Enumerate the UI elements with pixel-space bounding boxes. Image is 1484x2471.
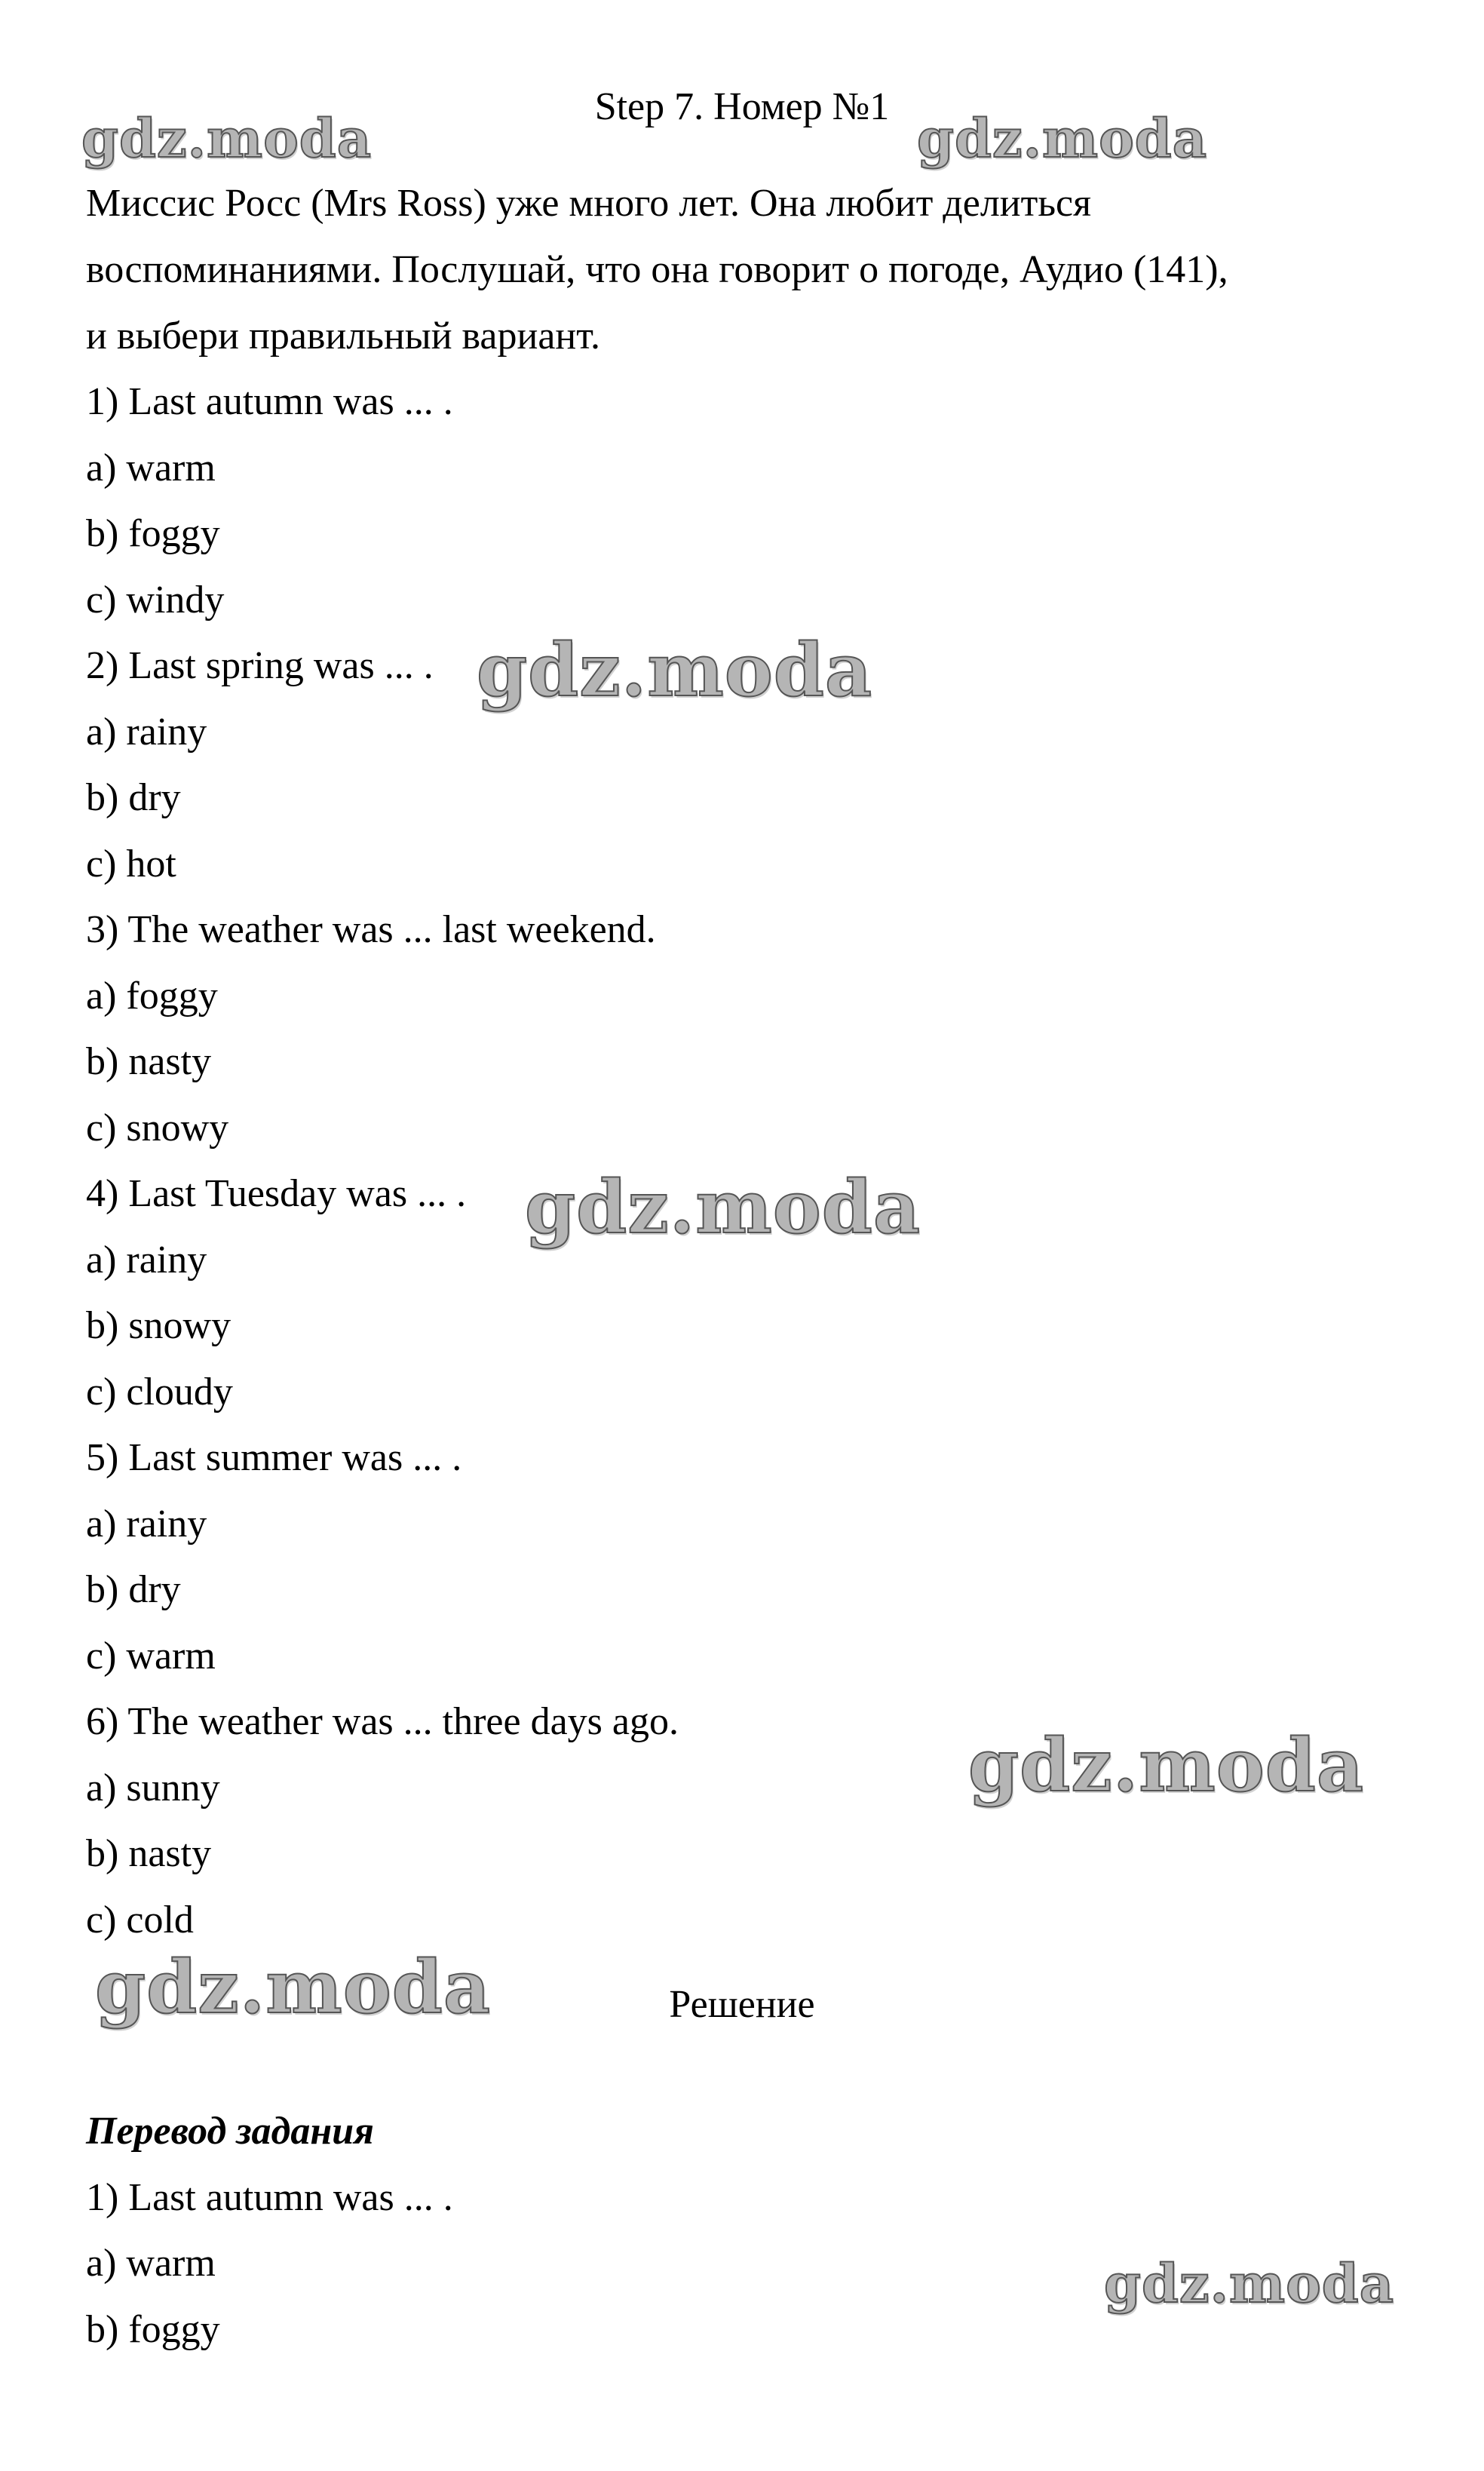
watermark-logo: gdz.moda (1104, 2252, 1395, 2315)
translation-option-a: a) warm (86, 2242, 216, 2285)
option-4b: b) snowy (86, 1304, 231, 1347)
option-2b: b) dry (86, 776, 181, 819)
option-2a: a) rainy (86, 711, 207, 754)
option-5c: c) warm (86, 1635, 216, 1678)
option-3a: a) foggy (86, 975, 218, 1018)
intro-line-1: Миссис Росс (Mrs Ross) уже много лет. Она любит делиться (86, 182, 1092, 225)
option-6a: a) sunny (86, 1767, 220, 1810)
question-1: 1) Last autumn was ... . (86, 380, 453, 423)
watermark-logo: gdz.moda (81, 107, 373, 170)
watermark-logo: gdz.moda (968, 1723, 1365, 1808)
translation-heading: Перевод задания (86, 2110, 374, 2153)
solution-label: Решение (669, 1983, 815, 2026)
option-3b: b) nasty (86, 1040, 212, 1083)
question-5: 5) Last summer was ... . (86, 1436, 462, 1479)
option-4c: c) cloudy (86, 1371, 233, 1414)
question-2: 2) Last spring was ... . (86, 644, 434, 687)
watermark-logo: gdz.moda (477, 628, 873, 713)
option-5b: b) dry (86, 1568, 181, 1611)
watermark-logo: gdz.moda (525, 1165, 921, 1250)
question-3: 3) The weather was ... last weekend. (86, 908, 656, 951)
option-5a: a) rainy (86, 1503, 207, 1546)
translation-question-1: 1) Last autumn was ... . (86, 2176, 453, 2219)
option-6c: c) cold (86, 1899, 194, 1942)
option-6b: b) nasty (86, 1832, 212, 1875)
option-4a: a) rainy (86, 1239, 207, 1282)
watermark-logo: gdz.moda (917, 107, 1208, 170)
intro-line-3: и выбери правильный вариант. (86, 315, 601, 358)
watermark-logo: gdz.moda (95, 1945, 492, 2030)
option-1a: a) warm (86, 447, 216, 490)
option-2c: c) hot (86, 843, 176, 886)
question-6: 6) The weather was ... three days ago. (86, 1700, 679, 1743)
option-1b: b) foggy (86, 512, 220, 555)
option-1c: c) windy (86, 579, 225, 622)
translation-option-b: b) foggy (86, 2308, 220, 2351)
intro-line-2: воспоминаниями. Послушай, что она говорит о погоде, Аудио (141), (86, 248, 1228, 291)
option-3c: c) snowy (86, 1107, 229, 1150)
question-4: 4) Last Tuesday was ... . (86, 1172, 467, 1215)
page-title: Step 7. Номер №1 (594, 85, 890, 128)
